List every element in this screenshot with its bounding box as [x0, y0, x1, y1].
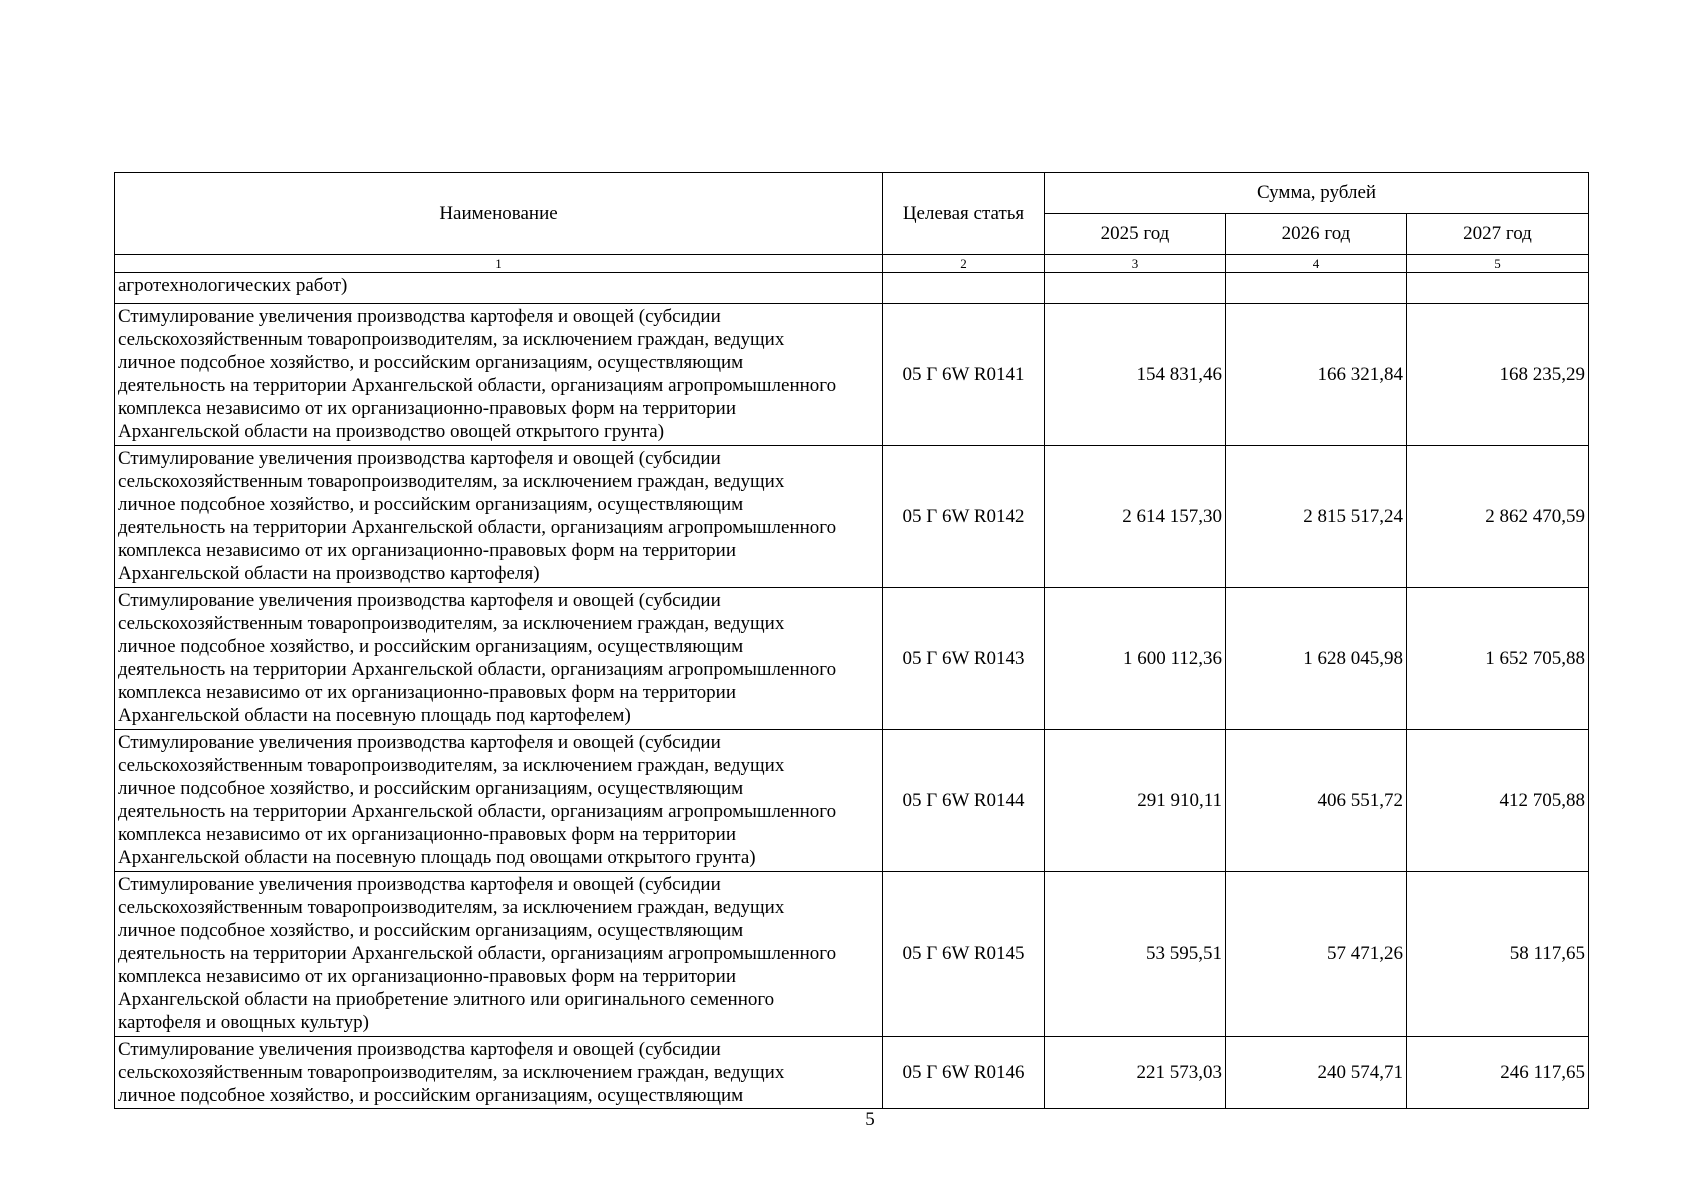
row-name-line: Архангельской области на производство картофеля) — [118, 563, 540, 584]
row-name-line: Архангельской области на посевную площадь под овощами открытого грунта) — [118, 847, 756, 868]
row-amount-2027: 58 117,65 — [1407, 872, 1589, 1037]
budget-table — [114, 172, 1589, 1109]
row-name-cell — [115, 446, 883, 588]
table-row — [115, 446, 1589, 588]
row-amount-2027: 168 235,29 — [1407, 304, 1589, 446]
row-target-code: 05 Г 6W R0146 — [883, 1037, 1045, 1109]
row-amount-2025: 2 614 157,30 — [1045, 446, 1226, 588]
header-year-2026: 2026 год — [1226, 214, 1407, 255]
row-name-cell — [115, 588, 883, 730]
header-year-2025: 2025 год — [1045, 214, 1226, 255]
row-name-line: деятельность на территории Архангельской области, организациям агропромышленного — [118, 375, 837, 396]
row-amount-2027: 412 705,88 — [1407, 730, 1589, 872]
column-number: 4 — [1226, 255, 1407, 273]
row-name-cell — [115, 872, 883, 1037]
row-name-cell — [115, 730, 883, 872]
row-name-cell — [115, 1037, 883, 1109]
row-name-line: комплекса независимо от их организационно-правовых форм на территории — [118, 540, 736, 561]
column-number-row — [115, 255, 1589, 273]
row-name-line: картофеля и овощных культур) — [118, 1012, 369, 1033]
table-body — [115, 273, 1589, 1109]
table-row — [115, 1037, 1589, 1109]
row-name-line: личное подсобное хозяйство, и российским организациям, осуществляющим — [118, 636, 744, 657]
row-target-code — [883, 273, 1045, 304]
header-sum: Сумма, рублей — [1045, 173, 1589, 214]
row-amount-2026: 1 628 045,98 — [1226, 588, 1407, 730]
row-name-cell — [115, 304, 883, 446]
header-row-top — [115, 173, 1589, 214]
row-amount-2025: 53 595,51 — [1045, 872, 1226, 1037]
row-name-line: деятельность на территории Архангельской области, организациям агропромышленного — [118, 943, 837, 964]
row-name-line: Стимулирование увеличения производства картофеля и овощей (субсидии — [118, 306, 721, 327]
row-amount-2025: 1 600 112,36 — [1045, 588, 1226, 730]
row-name-line: сельскохозяйственным товаропроизводителям, за исключением граждан, ведущих — [118, 613, 785, 634]
row-amount-2025 — [1045, 273, 1226, 304]
row-name-line: деятельность на территории Архангельской области, организациям агропромышленного — [118, 801, 837, 822]
row-name-line: личное подсобное хозяйство, и российским организациям, осуществляющим — [118, 778, 744, 799]
table-row — [115, 273, 1589, 304]
row-amount-2026: 240 574,71 — [1226, 1037, 1407, 1109]
column-number: 2 — [883, 255, 1045, 273]
row-amount-2027 — [1407, 273, 1589, 304]
row-amount-2026: 166 321,84 — [1226, 304, 1407, 446]
row-name-line: деятельность на территории Архангельской области, организациям агропромышленного — [118, 517, 837, 538]
row-name-line: деятельность на территории Архангельской области, организациям агропромышленного — [118, 659, 837, 680]
row-name-cell — [115, 273, 883, 304]
header-name: Наименование — [115, 173, 883, 255]
row-amount-2027: 246 117,65 — [1407, 1037, 1589, 1109]
row-target-code: 05 Г 6W R0142 — [883, 446, 1045, 588]
row-name-line: Стимулирование увеличения производства картофеля и овощей (субсидии — [118, 874, 721, 895]
row-amount-2026: 57 471,26 — [1226, 872, 1407, 1037]
row-name-line: Стимулирование увеличения производства картофеля и овощей (субсидии — [118, 1039, 721, 1060]
row-target-code: 05 Г 6W R0145 — [883, 872, 1045, 1037]
row-name-line: сельскохозяйственным товаропроизводителям, за исключением граждан, ведущих — [118, 471, 785, 492]
row-amount-2027: 2 862 470,59 — [1407, 446, 1589, 588]
row-name-line: сельскохозяйственным товаропроизводителям, за исключением граждан, ведущих — [118, 1062, 785, 1083]
row-name-line: Стимулирование увеличения производства картофеля и овощей (субсидии — [118, 590, 721, 611]
row-target-code: 05 Г 6W R0141 — [883, 304, 1045, 446]
row-name-line: Архангельской области на посевную площадь под картофелем) — [118, 705, 631, 726]
table-row — [115, 588, 1589, 730]
column-number: 1 — [115, 255, 883, 273]
row-amount-2026 — [1226, 273, 1407, 304]
row-amount-2025: 291 910,11 — [1045, 730, 1226, 872]
row-name-line: Стимулирование увеличения производства картофеля и овощей (субсидии — [118, 448, 721, 469]
header-code: Целевая статья — [883, 173, 1045, 255]
row-name-line: Стимулирование увеличения производства картофеля и овощей (субсидии — [118, 732, 721, 753]
row-target-code: 05 Г 6W R0143 — [883, 588, 1045, 730]
table-row — [115, 304, 1589, 446]
row-name-line: Архангельской области на производство овощей открытого грунта) — [118, 421, 665, 442]
row-name-line: комплекса независимо от их организационно-правовых форм на территории — [118, 682, 736, 703]
row-name-line: комплекса независимо от их организационно-правовых форм на территории — [118, 398, 736, 419]
row-target-code: 05 Г 6W R0144 — [883, 730, 1045, 872]
row-amount-2026: 2 815 517,24 — [1226, 446, 1407, 588]
row-amount-2027: 1 652 705,88 — [1407, 588, 1589, 730]
row-name-line: личное подсобное хозяйство, и российским организациям, осуществляющим — [118, 352, 744, 373]
row-name-line: личное подсобное хозяйство, и российским организациям, осуществляющим — [118, 1085, 744, 1106]
row-name-line: агротехнологических работ) — [118, 275, 348, 296]
column-number: 3 — [1045, 255, 1226, 273]
row-amount-2025: 221 573,03 — [1045, 1037, 1226, 1109]
row-name-line: комплекса независимо от их организационно-правовых форм на территории — [118, 824, 736, 845]
row-name-line: Архангельской области на приобретение элитного или оригинального семенного — [118, 989, 775, 1010]
header-year-2027: 2027 год — [1407, 214, 1589, 255]
row-amount-2026: 406 551,72 — [1226, 730, 1407, 872]
table-row — [115, 730, 1589, 872]
row-name-line: сельскохозяйственным товаропроизводителям, за исключением граждан, ведущих — [118, 755, 785, 776]
row-name-line: личное подсобное хозяйство, и российским организациям, осуществляющим — [118, 494, 744, 515]
row-name-line: комплекса независимо от их организационно-правовых форм на территории — [118, 966, 736, 987]
page-number: 5 — [865, 1109, 875, 1130]
row-amount-2025: 154 831,46 — [1045, 304, 1226, 446]
table-row — [115, 872, 1589, 1037]
row-name-line: личное подсобное хозяйство, и российским организациям, осуществляющим — [118, 920, 744, 941]
column-number: 5 — [1407, 255, 1589, 273]
row-name-line: сельскохозяйственным товаропроизводителям, за исключением граждан, ведущих — [118, 897, 785, 918]
row-name-line: сельскохозяйственным товаропроизводителям, за исключением граждан, ведущих — [118, 329, 785, 350]
